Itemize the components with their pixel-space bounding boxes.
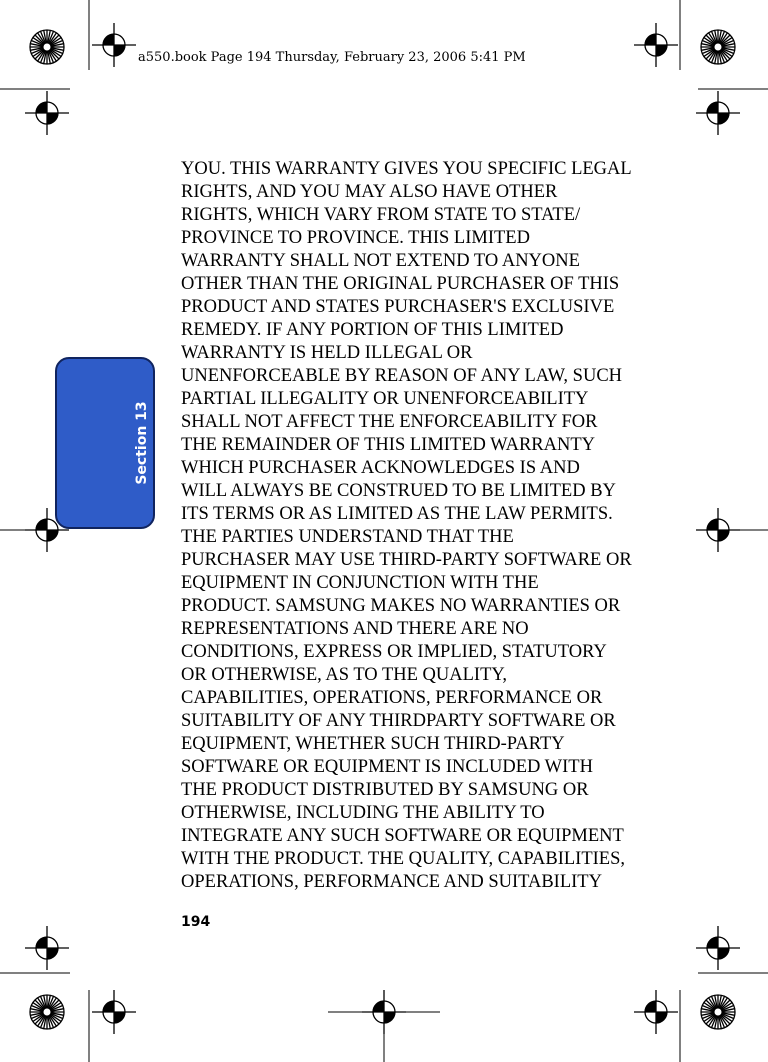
registration-mark-icon xyxy=(92,23,136,67)
print-header-info: a550.book Page 194 Thursday, February 23, 2006 5:41 PM xyxy=(138,50,526,65)
body-line: OTHER THAN THE ORIGINAL PURCHASER OF THIS xyxy=(181,274,620,294)
body-line: WILL ALWAYS BE CONSTRUED TO BE LIMITED BY xyxy=(181,481,616,501)
body-line: WARRANTY SHALL NOT EXTEND TO ANYONE xyxy=(181,251,580,271)
registration-mark-icon xyxy=(634,990,678,1034)
body-line: REMEDY. IF ANY PORTION OF THIS LIMITED xyxy=(181,320,564,340)
body-line: WHICH PURCHASER ACKNOWLEDGES IS AND xyxy=(181,458,580,478)
body-line: YOU. THIS WARRANTY GIVES YOU SPECIFIC LEGAL xyxy=(181,159,632,179)
body-line: WITH THE PRODUCT. THE QUALITY, CAPABILITIES, xyxy=(181,849,625,869)
body-line: PROVINCE TO PROVINCE. THIS LIMITED xyxy=(181,228,530,248)
registration-mark-icon xyxy=(696,91,740,135)
body-line: CAPABILITIES, OPERATIONS, PERFORMANCE OR xyxy=(181,688,603,708)
section-tab-label: Section 13 xyxy=(134,401,150,485)
body-line: OTHERWISE, INCLUDING THE ABILITY TO xyxy=(181,803,545,823)
star-target-icon xyxy=(701,30,735,64)
registration-mark-icon xyxy=(92,990,136,1034)
body-line: THE PARTIES UNDERSTAND THAT THE xyxy=(181,527,514,547)
body-line: THE REMAINDER OF THIS LIMITED WARRANTY xyxy=(181,435,596,455)
body-line: PRODUCT AND STATES PURCHASER'S EXCLUSIVE xyxy=(181,297,615,317)
body-line: OR OTHERWISE, AS TO THE QUALITY, xyxy=(181,665,507,685)
body-line: EQUIPMENT IN CONJUNCTION WITH THE xyxy=(181,573,539,593)
registration-mark-icon xyxy=(634,23,678,67)
body-line: EQUIPMENT, WHETHER SUCH THIRD-PARTY xyxy=(181,734,565,754)
star-target-icon xyxy=(30,30,64,64)
body-line: WARRANTY IS HELD ILLEGAL OR xyxy=(181,343,473,363)
registration-mark-icon xyxy=(25,926,69,970)
registration-mark-icon xyxy=(25,91,69,135)
registration-mark-icon xyxy=(696,926,740,970)
body-line: PRODUCT. SAMSUNG MAKES NO WARRANTIES OR xyxy=(181,596,621,616)
page-number: 194 xyxy=(181,914,211,930)
body-line: ITS TERMS OR AS LIMITED AS THE LAW PERMITS. xyxy=(181,504,613,524)
body-line: PARTIAL ILLEGALITY OR UNENFORCEABILITY xyxy=(181,389,589,409)
body-line: INTEGRATE ANY SUCH SOFTWARE OR EQUIPMENT xyxy=(181,826,624,846)
registration-mark-icon xyxy=(362,990,406,1034)
star-target-icon xyxy=(701,995,735,1029)
body-line: CONDITIONS, EXPRESS OR IMPLIED, STATUTORY xyxy=(181,642,607,662)
registration-mark-icon xyxy=(25,508,69,552)
body-line: SHALL NOT AFFECT THE ENFORCEABILITY FOR xyxy=(181,412,598,432)
body-line: SOFTWARE OR EQUIPMENT IS INCLUDED WITH xyxy=(181,757,593,777)
star-target-icon xyxy=(30,995,64,1029)
body-line: RIGHTS, AND YOU MAY ALSO HAVE OTHER xyxy=(181,182,558,202)
body-line: SUITABILITY OF ANY THIRDPARTY SOFTWARE OR xyxy=(181,711,616,731)
body-line: RIGHTS, WHICH VARY FROM STATE TO STATE/ xyxy=(181,205,581,225)
body-line: UNENFORCEABLE BY REASON OF ANY LAW, SUCH xyxy=(181,366,623,386)
body-line: PURCHASER MAY USE THIRD-PARTY SOFTWARE OR xyxy=(181,550,632,570)
registration-mark-icon xyxy=(696,508,740,552)
body-line: THE PRODUCT DISTRIBUTED BY SAMSUNG OR xyxy=(181,780,589,800)
body-line: REPRESENTATIONS AND THERE ARE NO xyxy=(181,619,529,639)
body-line: OPERATIONS, PERFORMANCE AND SUITABILITY xyxy=(181,872,602,892)
